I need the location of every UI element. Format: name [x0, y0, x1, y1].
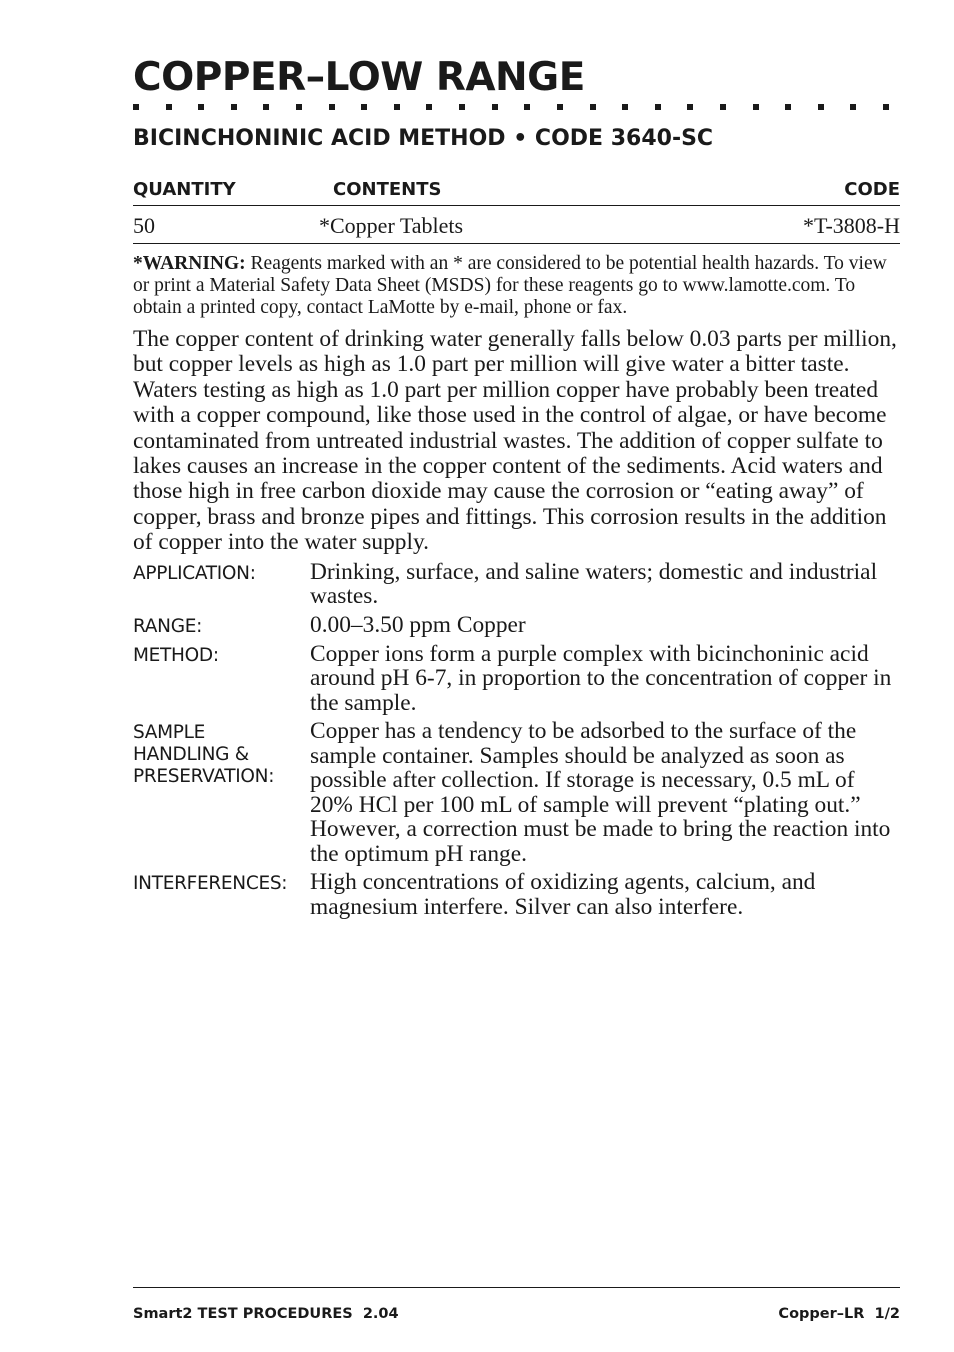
rule-dot	[426, 104, 432, 110]
rule-dot	[622, 104, 628, 110]
rule-dot	[557, 104, 563, 110]
rule-dot	[818, 104, 824, 110]
warning-label: *WARNING:	[133, 253, 246, 274]
rule-dot	[850, 104, 856, 110]
warning-text: Reagents marked with an * are considered to be potential health hazards. To view or print a Material Safety Data Sheet (MSDS) for these reagents go to www.lamotte.com. To obtain a printed copy, contact LaMotte by e-mail, phone or fax.	[133, 253, 887, 318]
rule-dot	[883, 104, 889, 110]
dotted-rule	[133, 104, 900, 112]
rule-dot	[459, 104, 465, 110]
info-list	[133, 560, 900, 920]
rule-dot	[361, 104, 367, 110]
info-value: Copper ions form a purple complex with bicinchoninic acid around pH 6-7, in proportion to the concentration of copper in the sample.	[310, 640, 892, 716]
rule-dot	[231, 104, 237, 110]
intro-paragraph: The copper content of drinking water generally falls below 0.03 parts per million, but copper levels as high as 1.0 part per million will give water a bitter taste. Waters testing as high as 1.0 part per million copper have probably been treated with a copper compound, like those used in the control of algae, or have become contaminated from untreated industrial wastes. The addition of copper sulfate to lakes causes an increase in the copper content of the sediments. Acid waters and those high in free carbon dioxide may cause the corrosion or “eating away” of copper, brass and bronze pipes and fittings. This corrosion results in the addition of copper into the water supply.	[133, 326, 897, 556]
rule-dot	[166, 104, 172, 110]
footer-right: Copper–LR 1/2	[778, 1306, 900, 1322]
quantity-header: QUANTITY	[133, 179, 236, 200]
rule-dot	[133, 104, 139, 110]
rule-dot	[198, 104, 204, 110]
footer-left: Smart2 TEST PROCEDURES 2.04	[133, 1306, 399, 1322]
info-row-range	[133, 613, 900, 638]
info-label: INTERFERENCES:	[133, 873, 288, 895]
code-header: CODE	[844, 179, 900, 200]
reagent-table	[133, 179, 900, 244]
rule-dot	[394, 104, 400, 110]
table-row	[133, 206, 900, 244]
info-value: High concentrations of oxidizing agents, calcium, and magnesium interfere. Silver can also interfere.	[310, 869, 816, 920]
reagent-table-header	[133, 179, 900, 206]
rule-dot	[329, 104, 335, 110]
info-row-interferences	[133, 870, 900, 919]
rule-dot	[524, 104, 530, 110]
warning-note	[133, 253, 900, 319]
rule-dot	[655, 104, 661, 110]
page-footer	[133, 1287, 900, 1322]
info-value: Drinking, surface, and saline waters; domestic and industrial wastes.	[310, 558, 878, 610]
info-label: METHOD:	[133, 644, 219, 666]
quantity-cell: 50	[133, 213, 155, 238]
contents-cell: *Copper Tablets	[319, 213, 464, 238]
rule-dot	[296, 104, 302, 110]
info-value: 0.00–3.50 ppm Copper	[310, 611, 526, 638]
page-title: COPPER–LOW RANGE	[133, 55, 585, 100]
rule-dot	[590, 104, 596, 110]
info-row-method	[133, 642, 900, 716]
rule-dot	[753, 104, 759, 110]
info-value: Copper has a tendency to be adsorbed to the surface of the sample container. Samples should be analyzed as soon as possible after collection. If storage is necessary, 0.5 mL of 20% HCl per 100 mL of sample will prevent “plating out.” However, a correction must be made to bring the reaction into the optimum pH range.	[310, 718, 891, 867]
info-label: SAMPLE HANDLING & PRESERVATION:	[133, 722, 275, 788]
info-label: APPLICATION:	[133, 562, 256, 584]
rule-dot	[263, 104, 269, 110]
document-page	[133, 56, 900, 923]
contents-header: CONTENTS	[333, 179, 442, 200]
info-row-application	[133, 560, 900, 609]
rule-dot	[492, 104, 498, 110]
page-subtitle: BICINCHONINIC ACID METHOD • CODE 3640-SC	[133, 126, 714, 151]
info-label: RANGE:	[133, 615, 203, 637]
info-row-sample-handling	[133, 719, 900, 866]
rule-dot	[687, 104, 693, 110]
code-cell: *T-3808-H	[803, 213, 900, 238]
rule-dot	[785, 104, 791, 110]
rule-dot	[720, 104, 726, 110]
